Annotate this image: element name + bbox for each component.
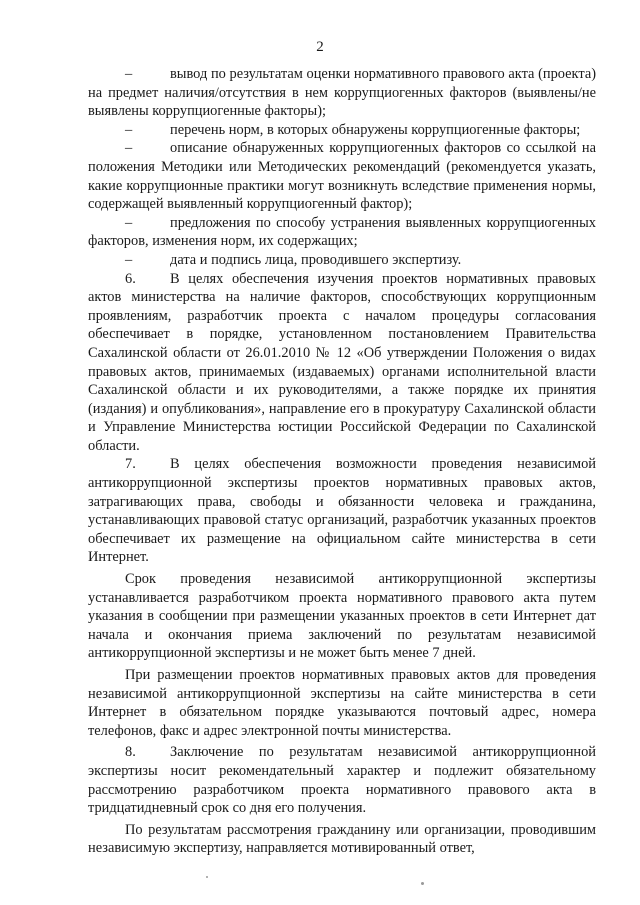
dash-marker: – bbox=[125, 140, 133, 157]
paragraph-text: В целях обеспечения возможности проведения независимой антикоррупционной экспертизы проектов нормативных правовых актов, затрагивающих права, свободы и обязанности человека и гражданина, устанавливающих правовой статус организаций, разработчик указанных проектов обеспечивает их размещение на официальном сайте министерства в сети Интернет. bbox=[88, 456, 596, 566]
dash-marker: – bbox=[125, 251, 133, 268]
list-item-text: предложения по способу устранения выявленных коррупциогенных факторов, изменения норм, их содержащих; bbox=[88, 214, 596, 250]
list-item-proposals bbox=[88, 214, 596, 251]
paragraph-contacts bbox=[88, 666, 596, 740]
paragraph-text: Заключение по результатам независимой антикоррупционной экспертизы носит рекомендательный характер и подлежит обязательному рассмотрению разработчиком проекта нормативного правового акта в тридцатидневный срок со дня его получения. bbox=[88, 744, 596, 817]
page-number: 2 bbox=[316, 39, 324, 55]
paragraph-8 bbox=[88, 743, 596, 817]
paragraph-7 bbox=[88, 455, 596, 567]
list-item-text: вывод по результатам оценки нормативного правового акта (проекта) на предмет наличия/отсутствия в нем коррупциогенных факторов (выявлены/не выявлены коррупциогенные факторы); bbox=[88, 66, 596, 120]
list-item-signature bbox=[88, 251, 596, 270]
paragraph-text: Срок проведения независимой антикоррупционной экспертизы устанавливается разработчиком проекта нормативного правового акта путем указания в сообщении при размещении указанных проектов в сети Интернет дат начала и окончания приема заключений по результатам независимой антикоррупционной экспертизы и не может быть менее 7 дней. bbox=[88, 571, 596, 662]
paragraph-text: В целях обеспечения изучения проектов нормативных правовых актов министерства на наличие факторов, способствующих коррупционным проявлениям, разработчик проекта с началом процедуры согласования обеспечивает в порядке, установленном постановлением Правительства Сахалинской области от 26.01.2010 № 12 «Об утверждении Положения о видах правовых актов, принимаемых (издаваемых) органами исполнительной власти Сахалинской области и их руководителями, а также порядке их принятия (издания) и опубликования», направление его в прокуратуру Сахалинской области и Управление Министерства юстиции Российской Федерации по Сахалинской области. bbox=[88, 270, 596, 454]
paragraph-6 bbox=[88, 270, 596, 456]
list-item-description bbox=[88, 139, 596, 213]
list-item-norms bbox=[88, 121, 596, 140]
paragraph-text: При размещении проектов нормативных правовых актов для проведения независимой антикоррупционной экспертизы на сайте министерства в сети Интернет в обязательном порядке указываются почтовый адрес, номера телефонов, факс и адрес электронной почты министерства. bbox=[88, 667, 596, 739]
dash-marker: – bbox=[125, 214, 133, 231]
dash-marker: – bbox=[125, 66, 133, 82]
paragraph-number: 6. bbox=[125, 270, 136, 287]
scan-speck bbox=[206, 876, 208, 878]
list-item-conclusion bbox=[88, 65, 596, 121]
list-item-text: описание обнаруженных коррупциогенных факторов со ссылкой на положения Методики или Методических рекомендаций (рекомендуется указать, какие коррупционные практики могут возникнуть вследствие применения нормы, содержащей выявленный коррупциогенный фактор); bbox=[88, 140, 596, 213]
document-body bbox=[88, 65, 596, 858]
dash-marker: – bbox=[125, 121, 133, 138]
paragraph-text: По результатам рассмотрения гражданину или организации, проводившим независимую экспертизу, направляется мотивированный ответ, bbox=[88, 821, 596, 857]
list-item-text: перечень норм, в которых обнаружены коррупциогенные факторы; bbox=[170, 121, 581, 138]
paragraph-number: 7. bbox=[125, 456, 136, 473]
scan-speck bbox=[421, 882, 424, 885]
paragraph-expertise-term bbox=[88, 570, 596, 663]
list-item-text: дата и подпись лица, проводившего экспертизу. bbox=[170, 251, 462, 268]
paragraph-number: 8. bbox=[125, 744, 136, 761]
paragraph-response bbox=[88, 821, 596, 858]
